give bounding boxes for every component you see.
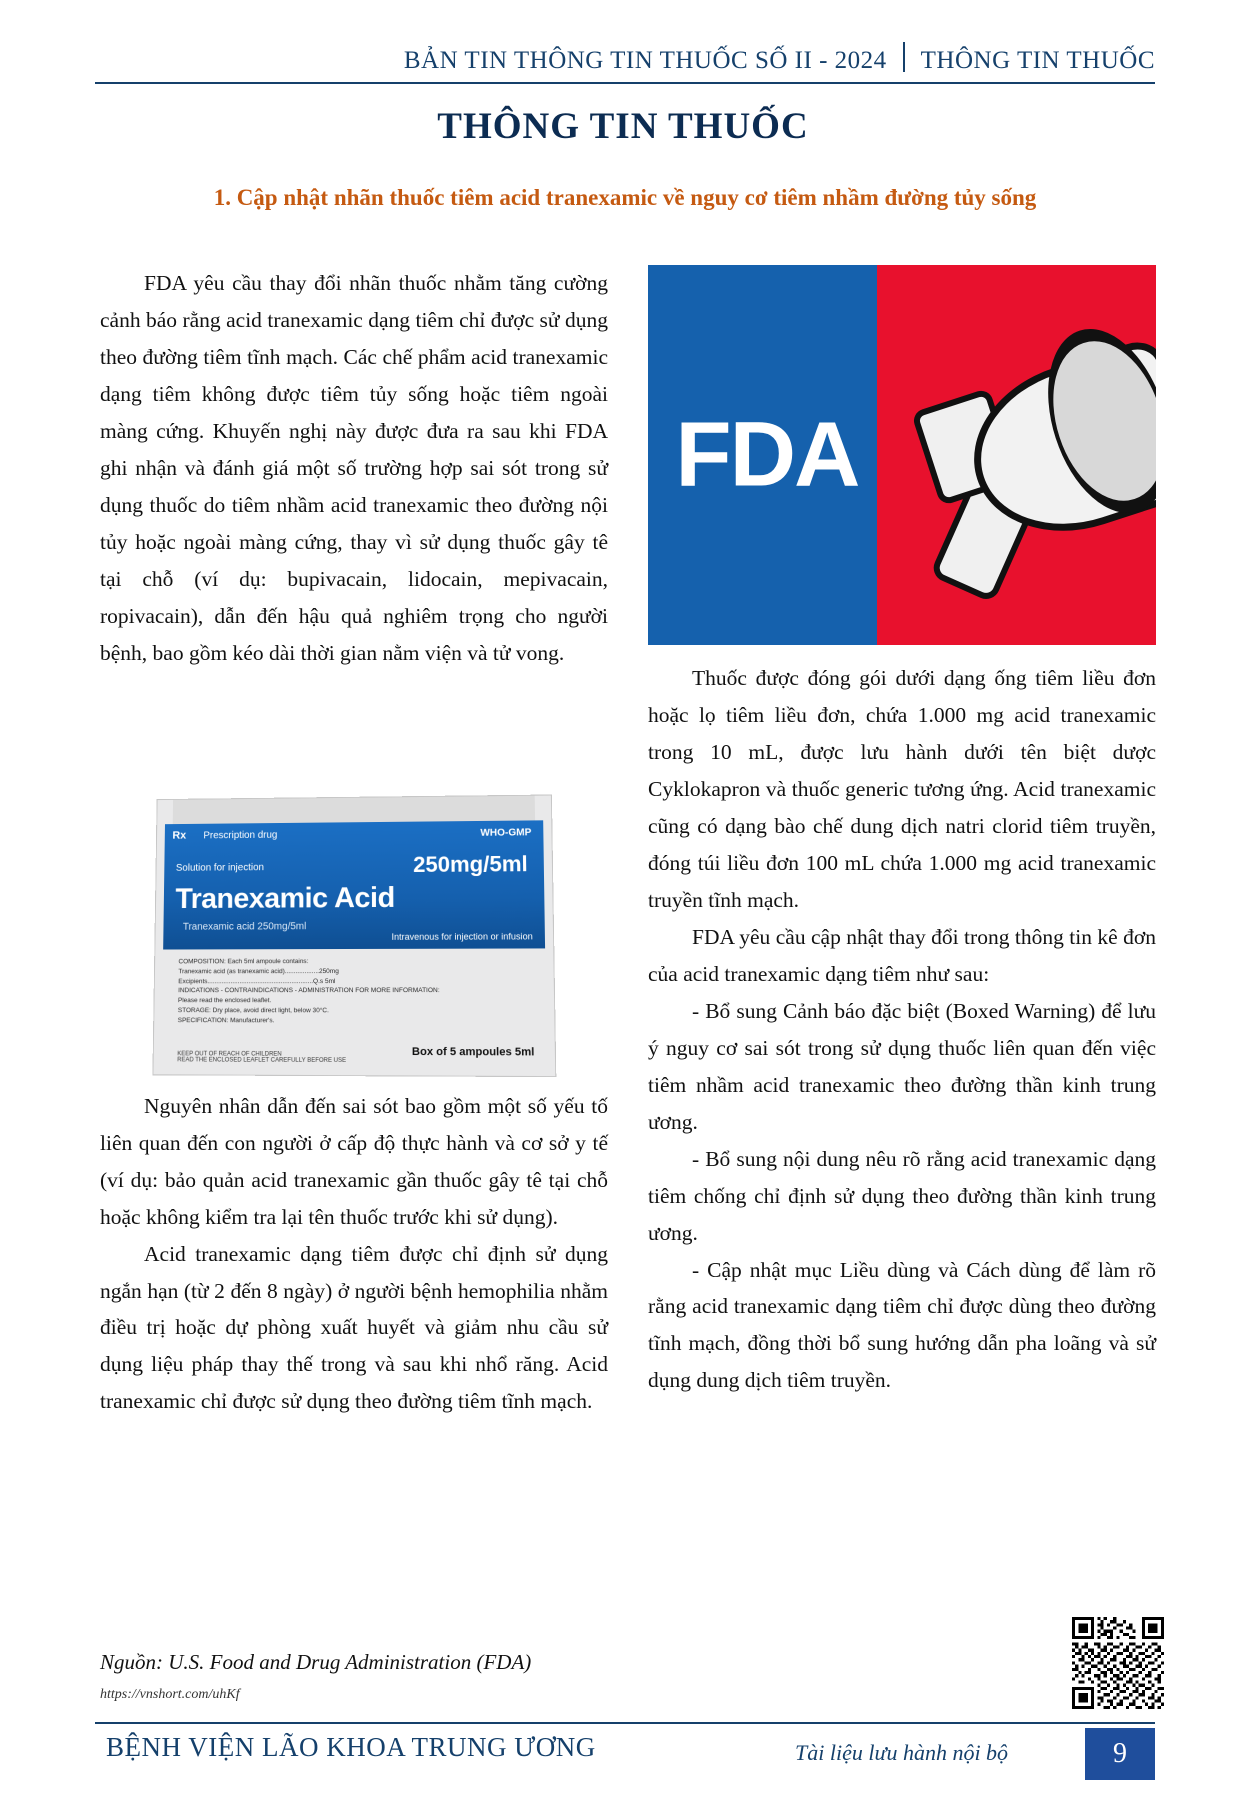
box-composition-text: COMPOSITION: Each 5ml ampoule contains: Tranexamic acid (as tranexamic acid)...................250mg Excipients...........................................................Q.s 5ml INDICATIONS - CONTRAINDICATIONS - ADMINISTRATION FOR MORE INFORMATION: Please read the enclosed leaflet. STORAGE: Dry place, avoid direct light, below 30°C. SPECIFICATION: Manufacturer's. [177, 958, 440, 1025]
right-text-column [648, 660, 1156, 1399]
box-rx-label: Rx [172, 829, 187, 842]
header-divider [903, 42, 905, 72]
right-paragraph-2: FDA yêu cầu cập nhật thay đổi trong thông tin kê đơn của acid tranexamic dạng tiêm như sau: [648, 924, 1156, 986]
box-who-gmp-label: WHO-GMP [480, 827, 532, 839]
qr-code-icon[interactable] [1072, 1617, 1164, 1709]
box-ampoules-label: Box of 5 ampoules 5ml [411, 1046, 535, 1059]
box-strength-label: 250mg/5ml [413, 850, 528, 877]
article-title: 1. Cập nhật nhãn thuốc tiêm acid tranexamic về nguy cơ tiêm nhầm đường tủy sống [213, 185, 1037, 210]
fda-megaphone-image [648, 265, 1156, 645]
footer-note: Tài liệu lưu hành nội bộ [795, 1740, 1009, 1765]
box-keep-out-text: KEEP OUT OF REACH OF CHILDREN READ THE ENCLOSED LEAFLET CAREFULLY BEFORE USE [177, 1051, 347, 1064]
fda-logo-text: FDA [675, 403, 859, 506]
page-number-badge: 9 [1085, 1728, 1155, 1780]
tranexamic-acid-box-image [152, 795, 552, 1075]
page-title: THÔNG TIN THUỐC [437, 106, 809, 147]
source-url[interactable]: https://vnshort.com/uhKf [100, 1687, 240, 1702]
right-bullet-1: - Bổ sung Cảnh báo đặc biệt (Boxed Warning) để lưu ý nguy cơ sai sót trong sử dụng thuốc liên quan đến việc tiêm nhầm acid tranexamic theo đường thần kinh trung ương. [648, 998, 1156, 1134]
header-rule [95, 82, 1155, 84]
page-header [95, 38, 1155, 75]
header-bulletin-title: BẢN TIN THÔNG TIN THUỐC SỐ II - 2024 [403, 47, 887, 74]
box-route-label: Intravenous for injection or infusion [391, 931, 533, 943]
fda-logo-panel [648, 265, 877, 645]
left-paragraph-3: Acid tranexamic dạng tiêm được chỉ định sử dụng ngắn hạn (từ 2 đến 8 ngày) ở người bệnh hemophilia nhằm điều trị hoặc dự phòng xuất huyết và giảm nhu cầu sử dụng liệu pháp thay thế trong và sau khi nhổ răng. Acid tranexamic chỉ được sử dụng theo đường tiêm tĩnh mạch. [100, 1241, 608, 1414]
footer-organization: BỆNH VIỆN LÃO KHOA TRUNG ƯƠNG [106, 1732, 596, 1762]
footer-rule [95, 1722, 1155, 1724]
box-product-subtitle: Tranexamic acid 250mg/5ml [182, 921, 307, 933]
box-solution-label: Solution for injection [175, 862, 265, 875]
header-section-title: THÔNG TIN THUỐC [920, 47, 1155, 74]
megaphone-panel [877, 265, 1156, 645]
right-bullet-3: - Cập nhật mục Liều dùng và Cách dùng để làm rõ rằng acid tranexamic dạng tiêm chỉ được dùng theo đường tĩnh mạch, đồng thời bổ sung hướng dẫn pha loãng và sử dụng dung dịch tiêm truyền. [648, 1257, 1156, 1393]
box-product-name: Tranexamic Acid [175, 882, 395, 916]
right-paragraph-1: Thuốc được đóng gói dưới dạng ống tiêm liều đơn hoặc lọ tiêm liều đơn, chứa 1.000 mg acid tranexamic trong 10 mL, được lưu hành dưới tên biệt dược Cyklokapron và thuốc generic tương ứng. Acid tranexamic cũng có dạng bào chế dung dịch natri clorid tiêm truyền, đóng túi liều đơn 100 mL chứa 1.000 mg acid tranexamic truyền tĩnh mạch. [648, 666, 1156, 912]
left-paragraph-2: Nguyên nhân dẫn đến sai sót bao gồm một số yếu tố liên quan đến con người ở cấp độ thực hành và cơ sở y tế (ví dụ: bảo quản acid tranexamic gần thuốc gây tê tại chỗ hoặc không kiểm tra lại tên thuốc trước khi sử dụng). [100, 1093, 608, 1229]
left-paragraph-1: FDA yêu cầu thay đổi nhãn thuốc nhằm tăng cường cảnh báo rằng acid tranexamic dạng tiêm chỉ được sử dụng theo đường tiêm tĩnh mạch. Các chế phẩm acid tranexamic dạng tiêm không được tiêm tủy sống hoặc tiêm ngoài màng cứng. Khuyến nghị này được đưa ra sau khi FDA ghi nhận và đánh giá một số trường hợp sai sót trong sử dụng thuốc do tiêm nhầm acid tranexamic theo đường nội tủy hoặc ngoài màng cứng, thay vì sử dụng thuốc gây tê tại chỗ (ví dụ: bupivacain, lidocain, mepivacain, ropivacain), dẫn đến hậu quả nghiêm trọng cho người bệnh, bao gồm kéo dài thời gian nằm viện và tử vong. [100, 271, 608, 665]
source-line: Nguồn: U.S. Food and Drug Administration (FDA) [100, 1650, 532, 1674]
right-bullet-2: - Bổ sung nội dung nêu rõ rằng acid tranexamic dạng tiêm chống chỉ định sử dụng theo đường thần kinh trung ương. [648, 1146, 1156, 1245]
box-prescription-label: Prescription drug [203, 829, 278, 842]
box-outer-surface [152, 795, 556, 1078]
